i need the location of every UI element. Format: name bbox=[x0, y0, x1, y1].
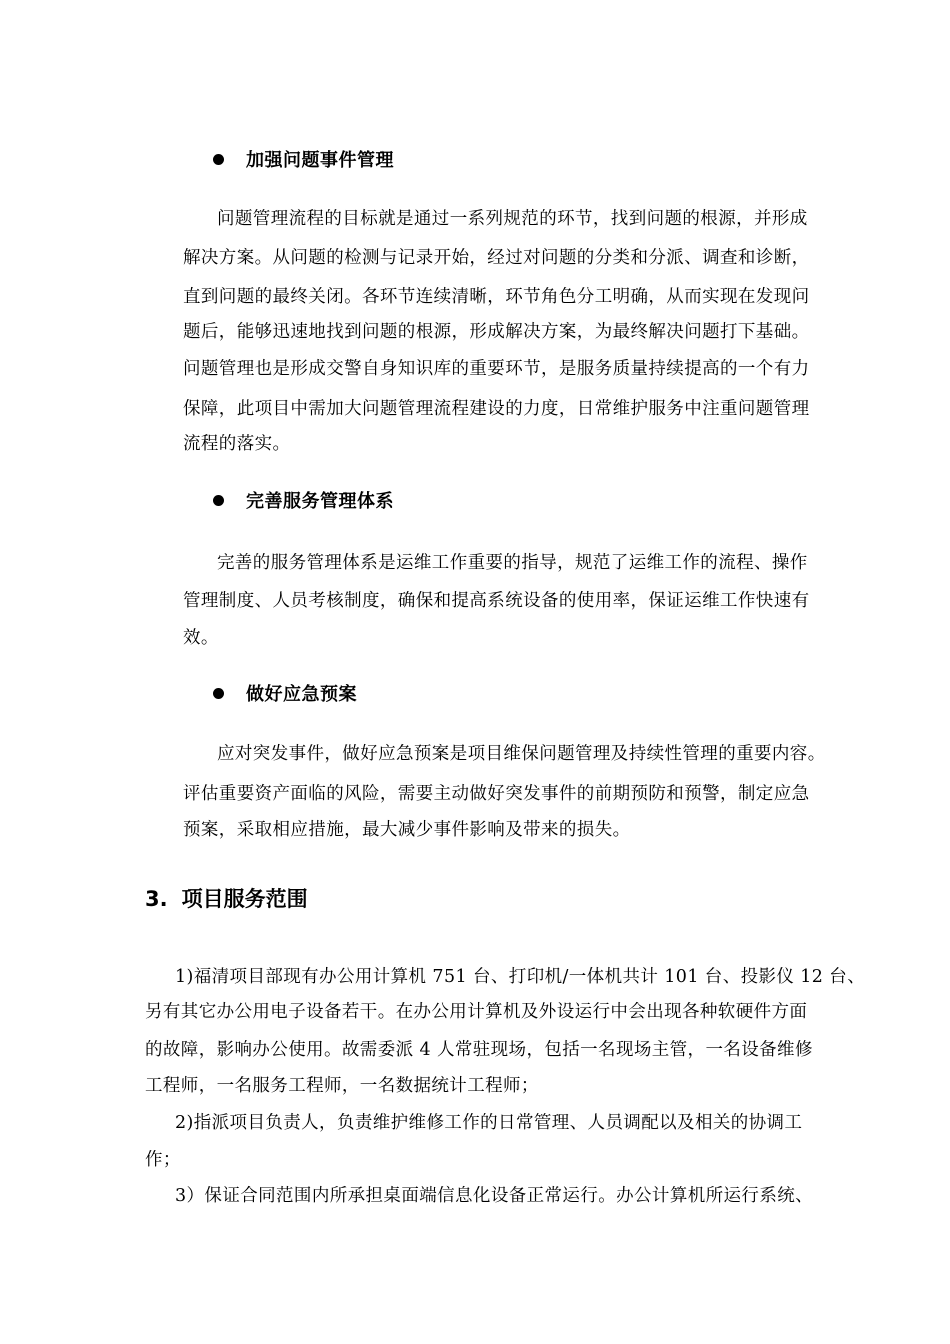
bullet-heading-problem-management bbox=[213, 147, 394, 171]
heading-text: 做好应急预案 bbox=[246, 684, 357, 705]
paragraph-line: 的故障，影响办公使用。故需委派 4 人常驻现场，包括一名现场主管，一名设备维修 bbox=[145, 1040, 813, 1060]
heading-text: 加强问题事件管理 bbox=[246, 150, 394, 171]
paragraph-line: 效。 bbox=[183, 628, 219, 648]
bullet-icon bbox=[213, 495, 224, 506]
paragraph-line: 直到问题的最终关闭。各环节连续清晰，环节角色分工明确，从而实现在发现问 bbox=[183, 287, 810, 307]
paragraph-line: 完善的服务管理体系是运维工作重要的指导，规范了运维工作的流程、操作 bbox=[217, 553, 808, 573]
bullet-icon bbox=[213, 688, 224, 699]
bullet-heading-emergency-plan bbox=[213, 681, 357, 705]
paragraph-line: 问题管理流程的目标就是通过一系列规范的环节，找到问题的根源，并形成 bbox=[217, 209, 808, 229]
chapter-title: 项目服务范围 bbox=[181, 887, 308, 911]
chapter-number: 3. bbox=[145, 887, 168, 911]
paragraph-line: 2)指派项目负责人，负责维护维修工作的日常管理、人员调配以及相关的协调工 bbox=[175, 1113, 803, 1133]
bullet-icon bbox=[213, 154, 224, 165]
paragraph-line: 评估重要资产面临的风险，需要主动做好突发事件的前期预防和预警，制定应急 bbox=[183, 784, 810, 804]
paragraph-line: 作； bbox=[145, 1150, 181, 1170]
paragraph-line: 预案，采取相应措施，最大减少事件影响及带来的损失。 bbox=[183, 820, 631, 840]
paragraph-line: 管理制度、人员考核制度，确保和提高系统设备的使用率，保证运维工作快速有 bbox=[183, 591, 810, 611]
paragraph-line: 流程的落实。 bbox=[183, 434, 291, 454]
paragraph-line: 3）保证合同范围内所承担桌面端信息化设备正常运行。办公计算机所运行系统、 bbox=[175, 1186, 814, 1206]
paragraph-line: 题后，能够迅速地找到问题的根源，形成解决方案，为最终解决问题打下基础。 bbox=[183, 322, 810, 342]
chapter-heading bbox=[145, 885, 308, 913]
paragraph-line: 问题管理也是形成交警自身知识库的重要环节，是服务质量持续提高的一个有力 bbox=[183, 359, 810, 379]
paragraph-line: 另有其它办公用电子设备若干。在办公用计算机及外设运行中会出现各种软硬件方面 bbox=[145, 1002, 808, 1022]
paragraph-line: 解决方案。从问题的检测与记录开始，经过对问题的分类和分派、调查和诊断， bbox=[183, 248, 810, 268]
heading-text: 完善服务管理体系 bbox=[246, 491, 394, 512]
paragraph-line: 保障，此项目中需加大问题管理流程建设的力度，日常维护服务中注重问题管理 bbox=[183, 399, 810, 419]
bullet-heading-service-management bbox=[213, 488, 394, 512]
paragraph-line: 应对突发事件，做好应急预案是项目维保问题管理及持续性管理的重要内容。 bbox=[217, 744, 826, 764]
paragraph-line: 1)福清项目部现有办公用计算机 751 台、打印机/一体机共计 101 台、投影仪 12 台、 bbox=[175, 967, 866, 987]
paragraph-line: 工程师，一名服务工程师，一名数据统计工程师； bbox=[145, 1076, 539, 1096]
